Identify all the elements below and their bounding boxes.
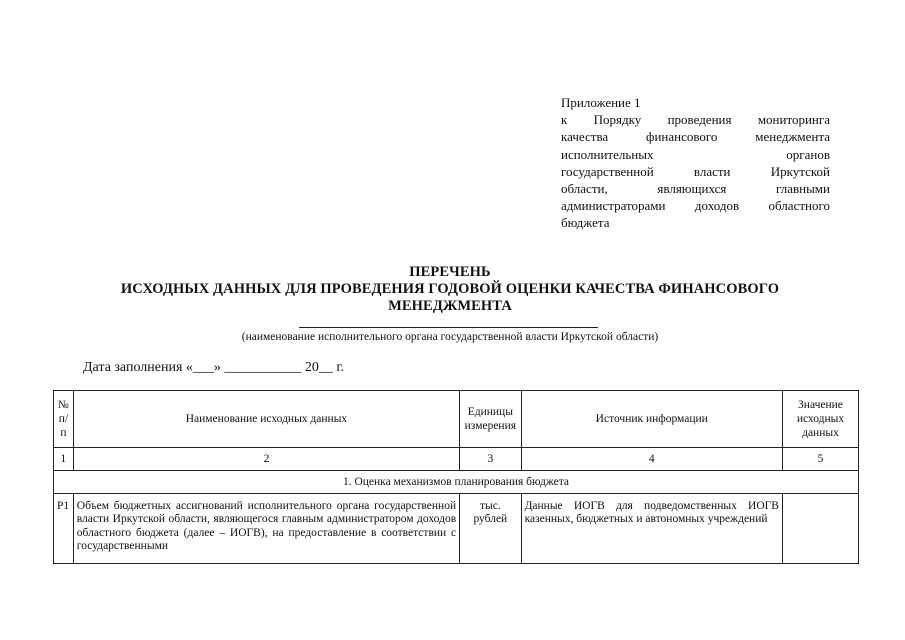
index-cell: 1 (54, 448, 74, 471)
appendix-line: Приложение 1 (561, 95, 641, 110)
org-name-caption: (наименование исполнительного органа государственной власти Иркутской области) (241, 331, 659, 343)
title-line: МЕНЕДЖМЕНТА (388, 298, 512, 314)
appendix-line: качества финансового менеджмента (561, 129, 830, 145)
appendix-note (561, 94, 830, 232)
header-unit: Единицы измерения (460, 391, 521, 448)
document-title (90, 264, 810, 315)
header-name: Наименование исходных данных (73, 391, 459, 448)
index-cell: 2 (73, 448, 459, 471)
index-cell: 5 (782, 448, 858, 471)
index-cell: 4 (521, 448, 782, 471)
appendix-line: исполнительных органов (561, 146, 830, 162)
row-name (73, 494, 459, 564)
fill-date-line: Дата заполнения «___» ___________ 20__ г. (83, 360, 345, 375)
title-line: ПЕРЕЧЕНЬ (409, 264, 491, 280)
appendix-line: бюджета (561, 215, 610, 231)
row-value (782, 494, 858, 564)
appendix-line: администраторами доходов областного (561, 198, 830, 214)
header-num: № п/п (54, 391, 74, 448)
column-index-row (54, 448, 859, 471)
index-cell: 3 (460, 448, 521, 471)
row-source: Данные ИОГВ для подведомственных ИОГВ казенных, бюджетных и автономных учреждений (521, 494, 782, 564)
org-name-blank-line (299, 327, 598, 328)
table-header-row (54, 391, 859, 448)
appendix-line: области, являющихся главными (561, 181, 830, 197)
appendix-line: к Порядку проведения мониторинга (561, 112, 830, 128)
header-value: Значение исходных данных (782, 391, 858, 448)
section-row (54, 471, 859, 494)
row-num: Р1 (54, 494, 74, 564)
row-unit: тыс. рублей (460, 494, 521, 564)
appendix-line: государственной власти Иркутской (561, 163, 830, 179)
source-data-table (53, 390, 859, 564)
table-row (54, 494, 859, 564)
row-name-text: Объем бюджетных ассигнований исполнительного органа государственной власти Иркутской области, являющегося главным администратором доходов областного бюджета (далее – ИОГВ), на предоставление в соответствии с государственными (76, 500, 457, 553)
header-source: Источник информации (521, 391, 782, 448)
title-line: ИСХОДНЫХ ДАННЫХ ДЛЯ ПРОВЕДЕНИЯ ГОДОВОЙ ОЦЕНКИ КАЧЕСТВА ФИНАНСОВОГО (120, 281, 780, 297)
section-title: 1. Оценка механизмов планирования бюджета (54, 471, 859, 494)
